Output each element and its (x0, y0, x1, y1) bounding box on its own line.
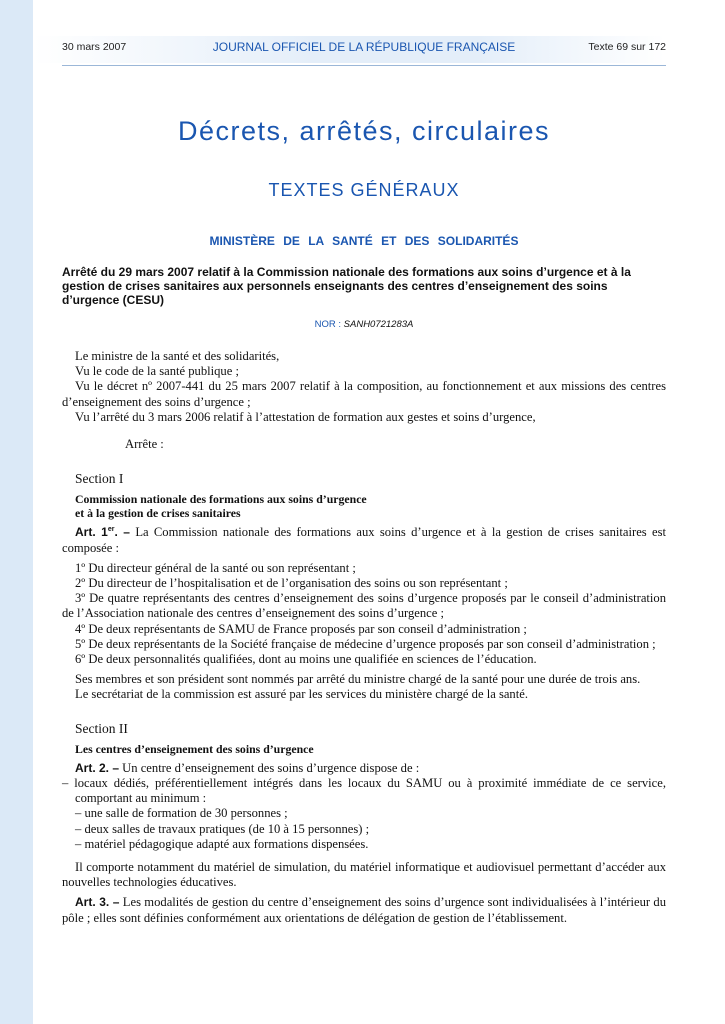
list-item: 5º De deux représentants de la Société française de médecine d’urgence proposés par son conseil d’administration ; (75, 636, 656, 651)
header-texte-count: Texte 69 sur 172 (588, 41, 666, 53)
page-margin-band (0, 0, 33, 1024)
arrete-line: Arrête : (125, 437, 164, 452)
article-2-label: Art. 2. – (75, 760, 120, 775)
visa-line: Vu le code de la santé publique ; (75, 364, 239, 379)
article-1-text: La Commission nationale des formations aux soins d’urgence et à la gestion de crises sanitaires est composée : (62, 525, 666, 555)
article-1-intro (62, 525, 666, 555)
paragraph: Il comporte notamment du matériel de simulation, du matériel informatique et audiovisuel permettant d’accéder aux nouvelles technologies éducatives. (62, 860, 666, 890)
header-divider (62, 65, 666, 66)
paragraph: Ses membres et son président sont nommés par arrêté du ministre chargé de la santé pour une durée de trois ans. (75, 672, 641, 687)
arrete-title: Arrêté du 29 mars 2007 relatif à la Commission nationale des formations aux soins d’urgence et à la gestion de crises sanitaires aux personnels enseignants des centres d’enseignement des soins d’urgence (CESU) (62, 265, 631, 307)
ministry-heading: MINISTÈRE DE LA SANTÉ ET DES SOLIDARITÉS (209, 234, 519, 248)
header-date: 30 mars 2007 (62, 41, 127, 53)
visa-line: Le ministre de la santé et des solidarités, (75, 349, 280, 363)
page-header (62, 41, 666, 53)
nor-label: NOR : (314, 319, 342, 330)
document-body (62, 349, 666, 926)
article-2-intro (62, 761, 666, 776)
list-item: – locaux dédiés, préférentiellement intégrés dans les locaux du SAMU ou à proximité immédiate de ce service, comportant au minimum : (62, 776, 666, 806)
section-2-subtitle: Les centres d’enseignement des soins d’urgence (75, 741, 314, 756)
section-1-subtitle: Commission nationale des formations aux soins d’urgence (75, 492, 367, 507)
visa-line: Vu l’arrêté du 3 mars 2006 relatif à l’attestation de formation aux gestes et soins d’urgence, (75, 409, 536, 424)
article-1-label: Art. 1er. – (75, 525, 130, 540)
list-item: 6º De deux personnalités qualifiées, dont au moins une qualifiée en sciences de l’éducation. (75, 652, 537, 667)
list-subitem: – matériel pédagogique adapté aux formations dispensées. (75, 836, 369, 851)
page-title: Décrets, arrêtés, circulaires (177, 116, 551, 146)
nor-value: SANH0721283A (343, 319, 414, 330)
article-3 (62, 895, 666, 925)
list-item: 1º Du directeur général de la santé ou son représentant ; (75, 560, 356, 575)
section-1-subtitle-2: et à la gestion de crises sanitaires (75, 506, 241, 521)
list-item: 3º De quatre représentants des centres d’enseignement des soins d’urgence proposés par le conseil d’administration de l’Association nationale des centres d’enseignement des soins d’urgence ; (62, 591, 666, 621)
paragraph: Le secrétariat de la commission est assuré par les services du ministère chargé de la santé. (75, 687, 528, 702)
list-item: 2º Du directeur de l’hospitalisation et de l’organisation des soins ou son représentant ; (75, 576, 508, 591)
section-2-title: Section II (75, 720, 128, 736)
article-3-label: Art. 3. – (75, 895, 120, 910)
section-1-title: Section I (75, 471, 124, 487)
header-journal: JOURNAL OFFICIEL DE LA RÉPUBLIQUE FRANÇAISE (212, 40, 516, 54)
visa-line: Vu le décret nº 2007-441 du 25 mars 2007 relatif à la composition, au fonctionnement et aux missions des centres d’enseignement des soins d’urgence ; (62, 379, 666, 409)
article-3-text: Les modalités de gestion du centre d’enseignement des soins d’urgence sont individualisées à l’intérieur du pôle ; elles sont définies conformément aux orientations de délégation de gestion de l’établissement. (62, 895, 667, 925)
list-item: 4º De deux représentants de SAMU de France proposés par son conseil d’administration ; (75, 621, 527, 636)
list-subitem: – une salle de formation de 30 personnes ; (75, 806, 288, 821)
article-2-text: Un centre d’enseignement des soins d’urgence dispose de : (122, 760, 420, 775)
list-subitem: – deux salles de travaux pratiques (de 10 à 15 personnes) ; (75, 821, 370, 836)
section-heading: TEXTES GÉNÉRAUX (268, 180, 460, 200)
nor-reference (62, 319, 666, 330)
